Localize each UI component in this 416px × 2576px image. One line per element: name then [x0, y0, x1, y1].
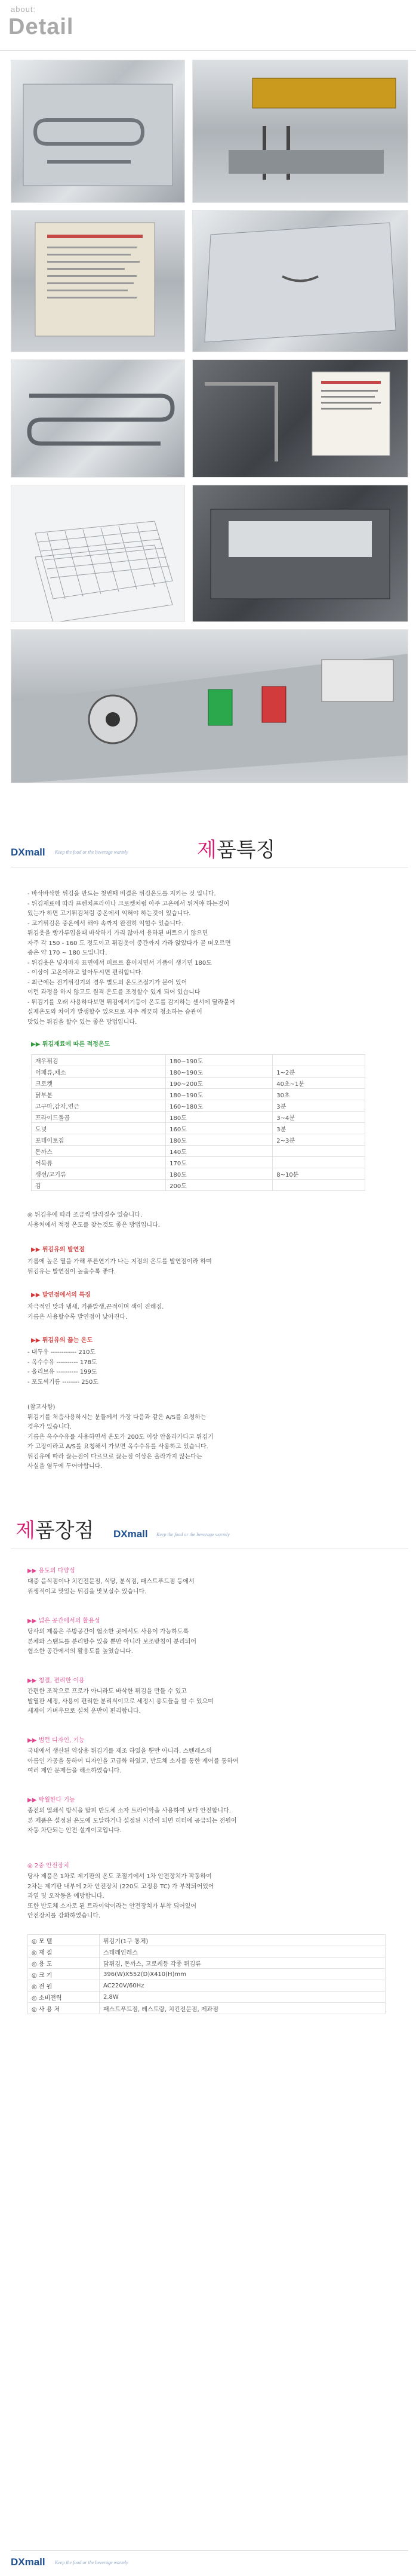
photo-fry-basket — [11, 485, 185, 622]
table-row: ◎ 용 도 닭튀김, 돈까스, 고로케등 각종 튀김류 — [28, 1958, 386, 1969]
photo-fryer-label — [11, 210, 185, 352]
table-row: ◎ 소비전력 2.8W — [28, 1992, 386, 2003]
footer-divider — [11, 2550, 408, 2551]
logo-tagline: Keep the food or the beverage warmly — [55, 2560, 128, 2565]
table-row: ◎ 크 기 396(W)X552(D)X410(H)mm — [28, 1969, 386, 1980]
adv-item-label: ◎ 2중 안전장치 — [27, 1863, 69, 1869]
photo-fryer-closeup — [192, 485, 408, 622]
page-header — [0, 0, 416, 60]
lid-graphic — [193, 211, 408, 352]
table-row: 크로켓 190~200도 40초~1분 — [32, 1078, 365, 1089]
photo-fryer-lid — [192, 210, 408, 352]
about-label: about: — [11, 5, 36, 14]
adv-item-label: ▶▶ 넓은 공간에서의 활용성 — [27, 1618, 100, 1624]
table-row: ◎ 모 델 튀김기(1구 통체) — [28, 1935, 386, 1946]
temp-table — [31, 1054, 365, 1191]
table-row: 고구마,감자,연근 160~180도 3분 — [32, 1100, 365, 1112]
control-panel-graphic — [11, 630, 408, 783]
table-row: ◎ 사 용 처 패스트푸드점, 레스토랑, 치킨전문점, 제과점 — [28, 2003, 386, 2014]
header-divider — [0, 50, 416, 51]
photo-fryer-handle — [192, 60, 408, 203]
title-accent-char: 제 — [16, 1519, 35, 1543]
photo-fryer-heater — [11, 60, 185, 203]
label-plate-graphic — [11, 211, 185, 352]
adv-item-label: ▶▶ 탁월한다 기능 — [27, 1797, 75, 1803]
reference-note: (참고사항) 튀김기를 처음사용하시는 분들께서 가장 다음과 같은 A/S를 요청하는 경우가 있습니다. 기름은 옥수수유를 사용하면서 온도가 200도 이상 안올라가다고 튀김기 가 고장이라고 A/S를 요청해서 가보면 옥수수유를 사용하고 있습니다. 튀김유에 따라 끓는점이 다르므로 끓는점 이상은 올라가지 않는다는 사실을 염두에 두어야합니다. — [27, 1404, 214, 1470]
table-row: 돈까스 140도 — [32, 1146, 365, 1157]
oil-boiling-list: - 대두유 ------------ 210도 - 옥수수유 ---------- 178도 - 올리브유 ---------- 199도 - 포도씨기름 -------- 250도 — [27, 1349, 99, 1386]
adv-item-label: ▶▶ 청결, 편리한 이용 — [27, 1678, 85, 1684]
table-row: 생선/고기류 180도 8~10분 — [32, 1168, 365, 1180]
photo-heater-coil — [11, 359, 185, 478]
title-rest: 품특징 — [216, 838, 276, 862]
table-row: ◎ 재 질 스테레인레스 — [28, 1946, 386, 1958]
dxmall-logo: DXmall — [11, 847, 45, 858]
table-row: 김 200도 — [32, 1180, 365, 1191]
table-row: 어패류,채소 180~190도 1~2분 — [32, 1066, 365, 1078]
table-row: ◎ 전 원 AC220V/60Hz — [28, 1980, 386, 1992]
coil-graphic — [11, 360, 185, 478]
photo-control-panel — [11, 629, 408, 783]
dxmall-logo: DXmall — [113, 1528, 148, 1540]
temp-note: ◎ 튀김유에 따라 조금씩 달라질수 있습니다. 사용처에서 적정 온도를 찾는것도 좋은 방법입니다. — [27, 1212, 160, 1229]
section-title-features — [197, 833, 275, 863]
oil-boiling-label: ▶▶ 튀김유의 끓는 온도 — [31, 1337, 93, 1344]
basket-graphic — [11, 485, 185, 622]
handle-graphic — [193, 60, 408, 203]
logo-tagline: Keep the food or the beverage warmly — [156, 1532, 230, 1537]
table-row: 어묵류 170도 — [32, 1157, 365, 1168]
adv-item-label: ▶▶ 용도의 다양성 — [27, 1568, 75, 1574]
spec-table — [27, 1934, 386, 2014]
smoke-feature-text: 자극적인 맛과 냄새, 거품발생,끈적이며 색이 진해짐. 기름은 사용할수록 발연점이 낮아진다. — [27, 1304, 164, 1321]
title-accent-char: 제 — [197, 838, 217, 862]
table-row: 재우튀김 180~190도 — [32, 1055, 365, 1066]
table-row: 도넛 160도 3분 — [32, 1123, 365, 1134]
dxmall-logo: DXmall — [11, 2556, 45, 2568]
page-title: Detail — [8, 14, 74, 39]
adv-item-text: 종전의 열쇄식 방식을 탈피 반도체 소자 트라이악을 사용하여 보다 안전합니다. 본 제품은 설정된 온도에 도달하거나 설정된 시간이 되면 히터에 공급되는 전원이 자동 차단되는 안전 설계이고입니다. — [27, 1808, 237, 1834]
smoke-point-label: ▶▶ 튀김유의 발연점 — [31, 1247, 85, 1253]
adv-item-text: 당사 제품은 1차로 제기판의 온도 조절기에서 1차 안전장치가 작동하여 2차는 제기판 내부에 2차 안전장치 (220도 고정용 TC) 가 부착되어있어 과열 및 오작동을 예방합니다. 또한 반도체 소자로 된 트라이악이라는 안전장치가 부착 되어있어 안전장치를 강화하였습니다. — [27, 1873, 214, 1919]
smoke-feature-label: ▶▶ 발연점에서의 특징 — [31, 1292, 91, 1298]
temp-table-label: ▶▶ 튀김재료에 따른 적정온도 — [31, 1041, 110, 1048]
adv-item-text: 국내에서 생산된 약상용 튀김기를 제조 하였을 뿐만 아니라. 스텐레스의 아름인 가공을 통하여 디자인을 고급화 하였고, 반도체 소자를 통한 제어를 통하여 여러 제안 문제들을 해소하였습니다. — [27, 1748, 239, 1774]
sticker-graphic — [193, 360, 408, 478]
table-row: 프라이드돌곱 180도 3~4분 — [32, 1112, 365, 1123]
photo-warning-sticker — [192, 359, 408, 478]
smoke-point-text: 기름에 높은 열을 가해 푸른연기가 나는 지점의 온도를 발연점이라 하며 튀김유는 발연점이 높을수록 좋다. — [27, 1258, 212, 1275]
table-row: 닭부분 180~190도 30초 — [32, 1089, 365, 1100]
adv-item-text: 대중 음식점이나 치킨전문점, 식당, 분식점, 패스트푸드점 등에서 위생적이고 맛있는 튀김을 맛보실수 있습니다. — [27, 1578, 195, 1595]
adv-item-label: ▶▶ 범런 디자인, 기능 — [27, 1737, 85, 1744]
table-row: 포테이토칩 180도 2~3분 — [32, 1134, 365, 1146]
features-intro: - 바삭바삭한 튀김을 만드는 첫번째 비결은 튀김온도를 지키는 것 입니다. - 튀김재료에 따라 프렌치프라이나 크로켓처럼 아주 고온에서 튀겨야 하는것이 있는가 하면 고기튀김처럼 중온에서 익혀야 하는것이 있습니다. - 고기튀김은 중온에서 해야 속까지 완전히 익힐수 있습니다. 튀김옷을 빵가루입을때 바삭하기 가리 않아서 용하된 버트으기 않으면 자주 각 150 - 160 도 정도이고 튀김옷이 중간까지 가라 앉았다가 곧 떠오르면 중온 약 170 ~ 180 도입니다. - 튀김옷은 넣자마자 표면에서 퍼르르 흩어지면서 거품이 생기면 180도 - 이상이 고온이라고 알아두시면 편리합니다. - 최근에는 전기튀김기의 경우 별도의 온도조절기가 붙어 있어 이런 과정을 하지 않고도 원격 온도를 조정할수 있게 되어 있습니다 - 튀김기를 오래 사용하다보면 튀김에서기등이 온도를 감지하는 센서에 달라붙어 실제온도와 차이가 발생할수 있으므로 자주 깨끗히 청소하는 습관이 맛있는 튀김을 할수 있는 좋은 방법입니다. — [27, 891, 235, 1026]
adv-item-text: 당사의 제품은 주방공간이 협소한 곳에서도 사용이 가능하도록 본체와 스탠드를 분리할수 있을 뿐만 아니라 보조받침이 분리되어 협소한 공간에서의 활용도를 높였습니다. — [27, 1629, 197, 1655]
logo-tagline: Keep the food or the beverage warmly — [55, 850, 128, 855]
closeup-graphic — [193, 485, 408, 622]
adv-item-text: 간편한 조작으로 프로가 아니라도 바삭한 튀김을 만들 수 있고 발열판 세정, 사용이 편리한 분리식이므로 세정시 용도들을 할 수 있으며 세제이 가벼우므로 설치 운반이 편리합니다. — [27, 1688, 214, 1715]
section-title-advantages — [16, 1514, 94, 1543]
title-rest: 품장점 — [35, 1519, 94, 1543]
heater-coil-graphic — [11, 60, 185, 203]
